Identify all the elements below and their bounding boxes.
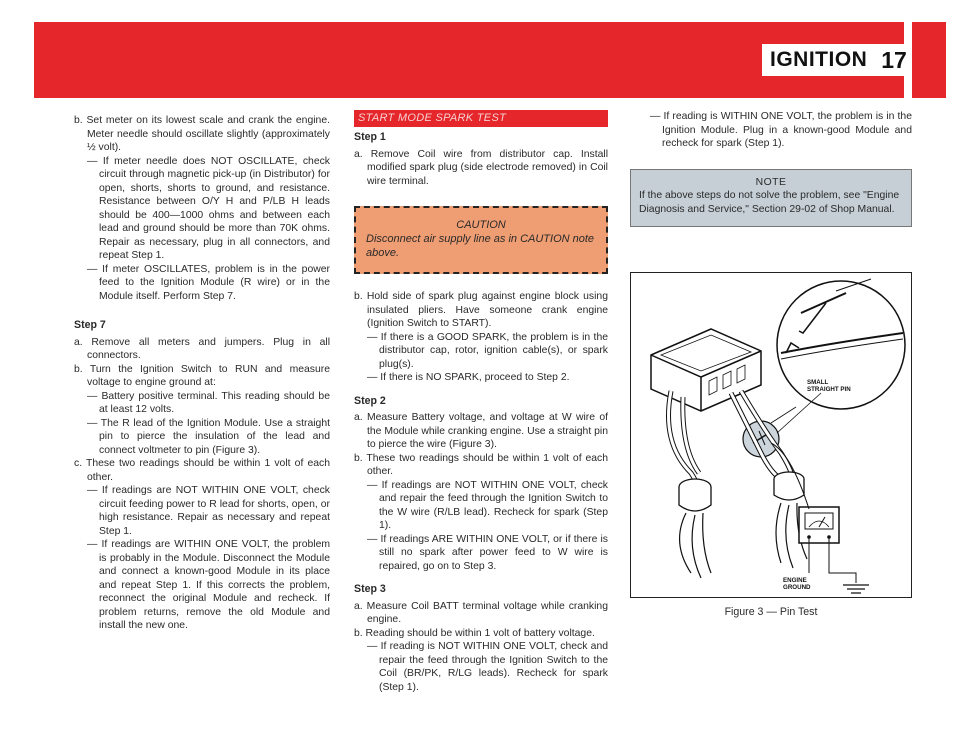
- pin-test-illustration: [631, 273, 911, 597]
- step3-b-dash1: — If reading is NOT WITHIN ONE VOLT, check and repair the feed through the Ignition Switch to the Coil (BR/PK, R/LG leads). Recheck for spark (Step 1).: [367, 641, 608, 693]
- voltmeter-icon: [771, 443, 856, 583]
- step7-c-dash2: — If readings are WITHIN ONE VOLT, the problem is probably in the Module. Disconnect the Module and connect a known-good Module in its place and repeat Step 1. If this corrects the problem, reconnect the original Module and recheck. If problem returns, remove the old Module and install the new one.: [87, 539, 330, 631]
- caution-heading: CAUTION: [456, 219, 506, 231]
- ground-symbol-icon: [843, 585, 869, 593]
- start-mode-spark-test-title: START MODE SPARK TEST: [354, 110, 608, 127]
- step7-item-b: b. Turn the Ignition Switch to RUN and measure voltage to engine ground at:: [74, 363, 330, 388]
- label-small-straight-pin: SMALL STRAIGHT PIN: [807, 379, 851, 393]
- caution-box: [354, 206, 608, 274]
- step1-item-a: a. Remove Coil wire from distributor cap. Install modified spark plug (side electrode removed) in Coil wire terminal.: [354, 148, 608, 187]
- note-heading: NOTE: [755, 176, 787, 188]
- section-title: IGNITION: [762, 44, 880, 76]
- note-box: [630, 169, 912, 228]
- step7-b-dash1: — Battery positive terminal. This reading should be at least 12 volts.: [87, 390, 330, 415]
- step2-b-dash2: — If readings ARE WITHIN ONE VOLT, or if there is still no spark after power feed to W wire is repaired, go on to Step 3.: [367, 533, 608, 572]
- column-left: [74, 114, 330, 633]
- step2-item-b: b. These two readings should be within 1 volt of each other.: [354, 452, 608, 477]
- step6-item-b: b. Set meter on its lowest scale and crank the engine. Meter needle should oscillate slightly (approximately ½ volt).: [74, 115, 330, 153]
- header-tab: [912, 22, 946, 98]
- step7-item-a: a. Remove all meters and jumpers. Plug in all connectors.: [74, 336, 330, 361]
- step1-b-dash2: — If there is NO SPARK, proceed to Step 2.: [367, 372, 570, 383]
- step3-heading: Step 3: [354, 583, 386, 595]
- step6-b-dash1: — If meter needle does NOT OSCILLATE, check circuit through magnetic pick-up (in Distributor) for open, shorts, shorts to ground, and resistance. Resistance between O/Y H and P/LB H leads should be 400—1000 ohms and between each lead and ground should be more than 70K ohms. Repair as necessary, plug in all connectors, and repeat Step 1.: [87, 155, 330, 261]
- step2-item-a: a. Measure Battery voltage, and voltage at W wire of the Module while cranking engine. Use a straight pin to pierce the wire (Figure 3).: [354, 412, 608, 450]
- caution-text: Disconnect air supply line as in CAUTION note above.: [366, 233, 595, 259]
- label-engine-ground: ENGINE GROUND: [783, 577, 811, 591]
- step1-item-b: b. Hold side of spark plug against engine block using insulated pliers. Have someone crank engine (Ignition Switch to START).: [354, 291, 608, 329]
- step3-b-dash2: — If reading is WITHIN ONE VOLT, the problem is in the Ignition Module. Plug in a known-good Module and recheck for spark (Step 1).: [650, 111, 912, 149]
- column-middle: [354, 110, 608, 694]
- page-number: 17: [876, 44, 912, 76]
- figure-pin-test: [630, 272, 912, 598]
- step7-b-dash2: — The R lead of the Ignition Module. Use a straight pin to pierce the insulation of the lead and connect voltmeter to pin (Figure 3).: [87, 417, 330, 456]
- connector-left: [679, 479, 711, 578]
- step2-heading: Step 2: [354, 394, 386, 407]
- note-text: If the above steps do not solve the problem, see "Engine Diagnosis and Service," Section 29-02 of Shop Manual.: [639, 190, 900, 215]
- step3-item-b: b. Reading should be within 1 volt of battery voltage.: [354, 627, 595, 639]
- step7-item-c: c. These two readings should be within 1 volt of each other.: [74, 458, 330, 483]
- step3-item-a: a. Measure Coil BATT terminal voltage while cranking engine.: [354, 600, 608, 625]
- column-right: [630, 110, 912, 227]
- step7-heading: Step 7: [74, 319, 106, 331]
- step7-c-dash1: — If readings are NOT WITHIN ONE VOLT, check circuit feeding power to R lead for shorts, open, or high resistance. Repair as necessary and repeat Step 1.: [87, 485, 330, 537]
- step2-b-dash1: — If readings are NOT WITHIN ONE VOLT, check and repair the feed through the Ignition Switch to the W wire (R/LB lead). Recheck for spark (Step 1).: [367, 479, 608, 531]
- step1-heading: Step 1: [354, 131, 386, 143]
- figure-caption: Figure 3 — Pin Test: [724, 606, 818, 618]
- step6-b-dash2: — If meter OSCILLATES, problem is in the power feed to the Ignition Module (R wire) or in the Module itself. Perform Step 7.: [87, 263, 330, 302]
- step1-b-dash1: — If there is a GOOD SPARK, the problem is in the distributor cap, rotor, ignition cable(s), or spark plug(s).: [367, 331, 608, 370]
